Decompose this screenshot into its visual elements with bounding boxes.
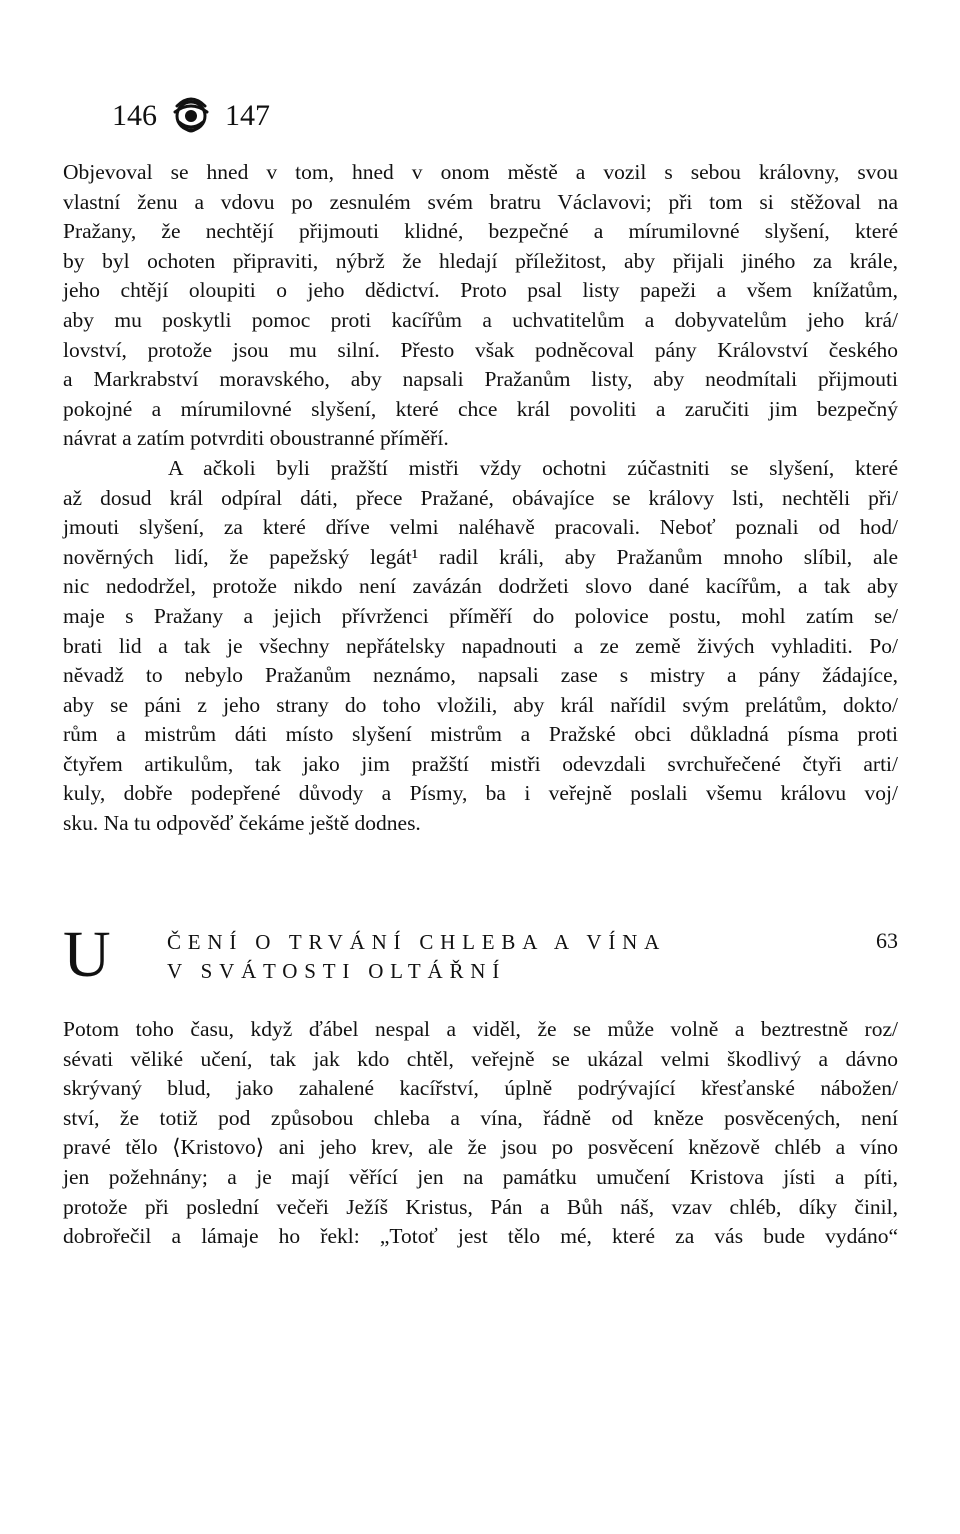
text-line: Potom toho času, když ďábel nespal a viděl, že se může volně a beztrestně roz/ [63, 1017, 898, 1041]
text-line: návrat a zatím potvrditi oboustranné příměří. [63, 426, 449, 451]
chapter-title [167, 928, 666, 986]
text-line: lovství, protože jsou mu silní. Přesto však podněcoval pány Království českého [63, 337, 898, 362]
text-line: A ačkoli byli pražští mistři vždy ochotni zúčastniti se slyšení, které [168, 455, 898, 480]
text-line: až dosud král odpíral dáti, přece Pražané, obávajíce se královy lsti, nechtěli při/ [63, 485, 898, 510]
text-line: maje s Pražany a jejich přívrženci příměří do polovice postu, mohl zatím se/ [63, 603, 898, 628]
fleuron-swirl-icon [167, 92, 215, 140]
text-line: skrývaný blud, jako zahalené kacířství, úplně podrývající křesťanské nábožen/ [63, 1076, 898, 1101]
text-line: nic nedodržel, protože nikdo není zavázán dodržeti slovo dané kacířům, a tak aby [63, 574, 898, 599]
text-line: pokojné a mírumilovné slyšení, které chce král povoliti a zaručiti jim bezpečný [63, 396, 898, 421]
page-number-left: 146 [112, 99, 157, 132]
text-line: dobrořečil a lámaje ho řekl: „Totoť jest tělo mé, které za vás bude vydáno“ [63, 1224, 898, 1249]
text-line: jmouti slyšení, za které dříve velmi naléhavě pracovali. Neboť poznali od hod/ [63, 515, 898, 540]
text-block-second [63, 1015, 898, 1252]
text-line: sévati vĕliké učení, tak jak kdo chtěl, veřejně se ukázal velmi škodlivý a dávno [63, 1046, 898, 1071]
text-line: novĕrných lidí, že papežský legát¹ radil králi, aby Pražanům mnoho slíbil, ale [63, 544, 898, 569]
chapter-heading [63, 918, 898, 992]
text-line: pravé tělo ⟨Kristovo⟩ ani jeho krev, ale že jsou po posvěcení knězově chléb a víno [63, 1135, 898, 1160]
text-line: nĕvadž to nebylo Pražanům neznámo, napsali zase s mistry a pány žádajíce, [63, 663, 898, 688]
text-line: protože při poslední večeři Ježíš Kristus, Pán a Bůh náš, vzav chléb, díky činil, [63, 1194, 898, 1219]
text-line: ství, že totiž pod způsobou chleba a vína, řádně od kněze posvěcených, není [63, 1105, 898, 1130]
page-header [112, 92, 270, 140]
text-block-first [63, 158, 898, 839]
drop-cap: U [63, 918, 111, 991]
text-line: rům a mistrům dáti místo slyšení mistrům a Pražské obci důkladná písma proti [63, 722, 898, 747]
text-line: kuly, dobře podepřené důvody a Písmy, ba i veřejně poslali všemu královu voj/ [63, 781, 898, 806]
text-line: vlastní ženu a vdovu po zesnulém svém bratru Václavovi; při tom si stěžoval na [63, 189, 898, 214]
text-line: brati lid a tak je všechny nepřátelsky napadnouti a ze země živých vyhladiti. Po/ [63, 633, 898, 658]
text-line: Pražany, že nechtějí přijmouti klidné, bezpečné a mírumilovné slyšení, které [63, 219, 898, 244]
paragraph [63, 1015, 898, 1252]
page-number-right: 147 [225, 99, 270, 132]
chapter-title-line: V SVÁTOSTI OLTÁŘNÍ [167, 959, 507, 983]
chapter-number: 63 [876, 928, 898, 953]
text-line: by byl ochoten připraviti, nýbrž že hledají příležitost, aby přijali jiného za krále, [63, 248, 898, 273]
text-line: čtyřem artikulům, tak jako jim pražští mistři odevzdali svrchuřečené čtyři arti/ [63, 751, 898, 776]
text-line: sku. Na tu odpověď čekáme ještě dodnes. [63, 811, 421, 836]
text-line: jen požehnány; a je mají věřící jen na památku umučení Kristova jísti a píti, [63, 1164, 898, 1189]
text-line: aby mu poskytli pomoc proti kacířům a uchvatitelům a dobyvatelům jeho krá/ [63, 307, 898, 332]
text-line: Objevoval se hned v tom, hned v onom městě a vozil s sebou královny, svou [63, 160, 898, 184]
text-line: a Markrabství moravského, aby napsali Pražanům listy, aby neodmítali přijmouti [63, 367, 898, 392]
paragraph [63, 454, 898, 839]
text-line: aby se páni z jeho strany do toho vložili, aby král nařídil svým prelátům, dokto/ [63, 692, 898, 717]
paragraph [63, 158, 898, 454]
chapter-title-line: ČENÍ O TRVÁNÍ CHLEBA A VÍNA [167, 930, 667, 954]
text-line: jeho chtějí oloupiti o jeho dědictví. Proto psal listy papeži a všem knížatům, [63, 278, 898, 303]
